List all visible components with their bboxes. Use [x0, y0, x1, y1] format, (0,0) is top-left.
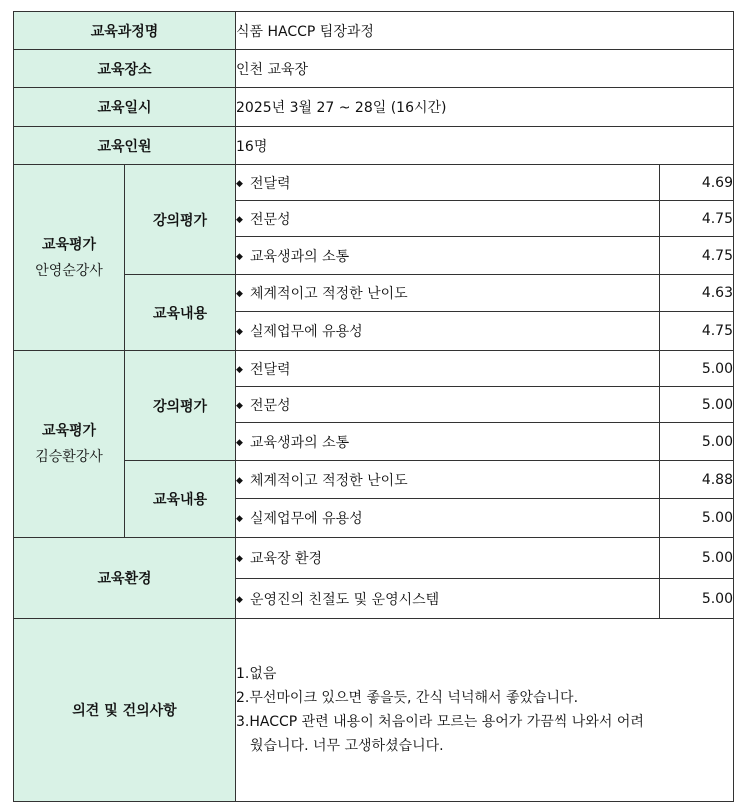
diamond-bullet-icon: ◆ — [236, 364, 243, 375]
opinion-line: 1.없음 — [236, 666, 277, 682]
row-attendees — [14, 127, 734, 165]
score-value: 4.75 — [660, 312, 734, 351]
item-text: 실제업무에 유용성 — [250, 511, 363, 527]
list-item — [236, 423, 660, 461]
item-text: 체계적이고 적정한 난이도 — [250, 286, 408, 302]
diamond-bullet-icon: ◆ — [236, 514, 243, 524]
list-item — [236, 312, 660, 351]
opinion-line: 2.무선마이크 있으면 좋을듯, 간식 넉넉해서 좋았습니다. — [236, 690, 579, 706]
score-value: 4.63 — [660, 275, 734, 312]
table-row — [14, 165, 734, 201]
row-course-name — [14, 12, 734, 50]
score-value: 5.00 — [660, 423, 734, 461]
course-name-label: 교육과정명 — [14, 12, 236, 50]
opinions-text — [236, 619, 734, 802]
diamond-bullet-icon: ◆ — [236, 594, 243, 605]
diamond-bullet-icon: ◆ — [236, 437, 243, 448]
row-opinions — [14, 619, 734, 802]
instructor2-group-cell — [14, 351, 125, 538]
list-item — [236, 351, 660, 387]
datetime-value: 2025년 3월 27 ~ 28일 (16시간) — [236, 88, 734, 127]
item-text: 운영진의 친절도 및 운영시스템 — [250, 591, 440, 608]
list-item — [236, 201, 660, 237]
item-text: 전달력 — [250, 175, 291, 192]
table-row — [14, 351, 734, 387]
datetime-label: 교육일시 — [14, 88, 236, 127]
item-text: 교육생과의 소통 — [250, 248, 350, 265]
diamond-bullet-icon: ◆ — [236, 554, 243, 564]
list-item — [236, 461, 660, 499]
score-value: 5.00 — [660, 538, 734, 579]
opinion-line: 3.HACCP 관련 내용이 처음이라 모르는 용어가 가끔씩 나와서 어려 — [236, 714, 644, 730]
list-item — [236, 538, 660, 579]
opinion-line: 웠습니다. 너무 고생하셨습니다. — [250, 738, 444, 754]
diamond-bullet-icon: ◆ — [236, 400, 243, 411]
attendees-label: 교육인원 — [14, 127, 236, 165]
score-value: 4.69 — [660, 165, 734, 201]
item-text: 실제업무에 유용성 — [250, 324, 363, 340]
instructor2-title: 교육평가 — [41, 423, 97, 439]
list-item — [236, 237, 660, 275]
item-text: 전문성 — [250, 211, 291, 228]
score-value: 4.75 — [660, 237, 734, 275]
evaluation-table — [13, 11, 734, 802]
item-text: 체계적이고 적정한 난이도 — [250, 472, 408, 489]
list-item — [236, 499, 660, 538]
diamond-bullet-icon: ◆ — [236, 251, 243, 262]
instructor2-lecture-label: 강의평가 — [125, 351, 236, 461]
diamond-bullet-icon: ◆ — [236, 178, 243, 189]
list-item — [236, 165, 660, 201]
score-value: 5.00 — [660, 387, 734, 423]
list-item — [236, 275, 660, 312]
score-value: 5.00 — [660, 579, 734, 619]
list-item — [236, 579, 660, 619]
score-value: 4.88 — [660, 461, 734, 499]
opinions-label: 의견 및 건의사항 — [14, 619, 236, 802]
instructor2-content-label: 교육내용 — [125, 461, 236, 538]
instructor1-name: 안영순강사 — [35, 262, 103, 279]
attendees-value: 16명 — [236, 127, 734, 165]
location-label: 교육장소 — [14, 50, 236, 88]
instructor2-name: 김승환강사 — [35, 449, 103, 465]
row-location — [14, 50, 734, 88]
score-value: 4.75 — [660, 201, 734, 237]
instructor1-title: 교육평가 — [41, 236, 97, 253]
diamond-bullet-icon: ◆ — [236, 475, 243, 486]
location-value: 인천 교육장 — [236, 50, 734, 88]
diamond-bullet-icon: ◆ — [236, 327, 243, 337]
score-value: 5.00 — [660, 351, 734, 387]
list-item — [236, 387, 660, 423]
diamond-bullet-icon: ◆ — [236, 289, 243, 299]
instructor1-group-cell — [14, 165, 125, 351]
table-row — [14, 538, 734, 579]
instructor1-lecture-label: 강의평가 — [125, 165, 236, 275]
item-text: 전달력 — [250, 361, 291, 378]
diamond-bullet-icon: ◆ — [236, 214, 243, 225]
course-name-value: 식품 HACCP 팀장과정 — [236, 12, 734, 50]
item-text: 교육장 환경 — [250, 551, 323, 567]
score-value: 5.00 — [660, 499, 734, 538]
item-text: 교육생과의 소통 — [250, 434, 350, 451]
instructor1-content-label: 교육내용 — [125, 275, 236, 351]
row-datetime — [14, 88, 734, 127]
item-text: 전문성 — [250, 397, 291, 414]
environment-label: 교육환경 — [14, 538, 236, 619]
